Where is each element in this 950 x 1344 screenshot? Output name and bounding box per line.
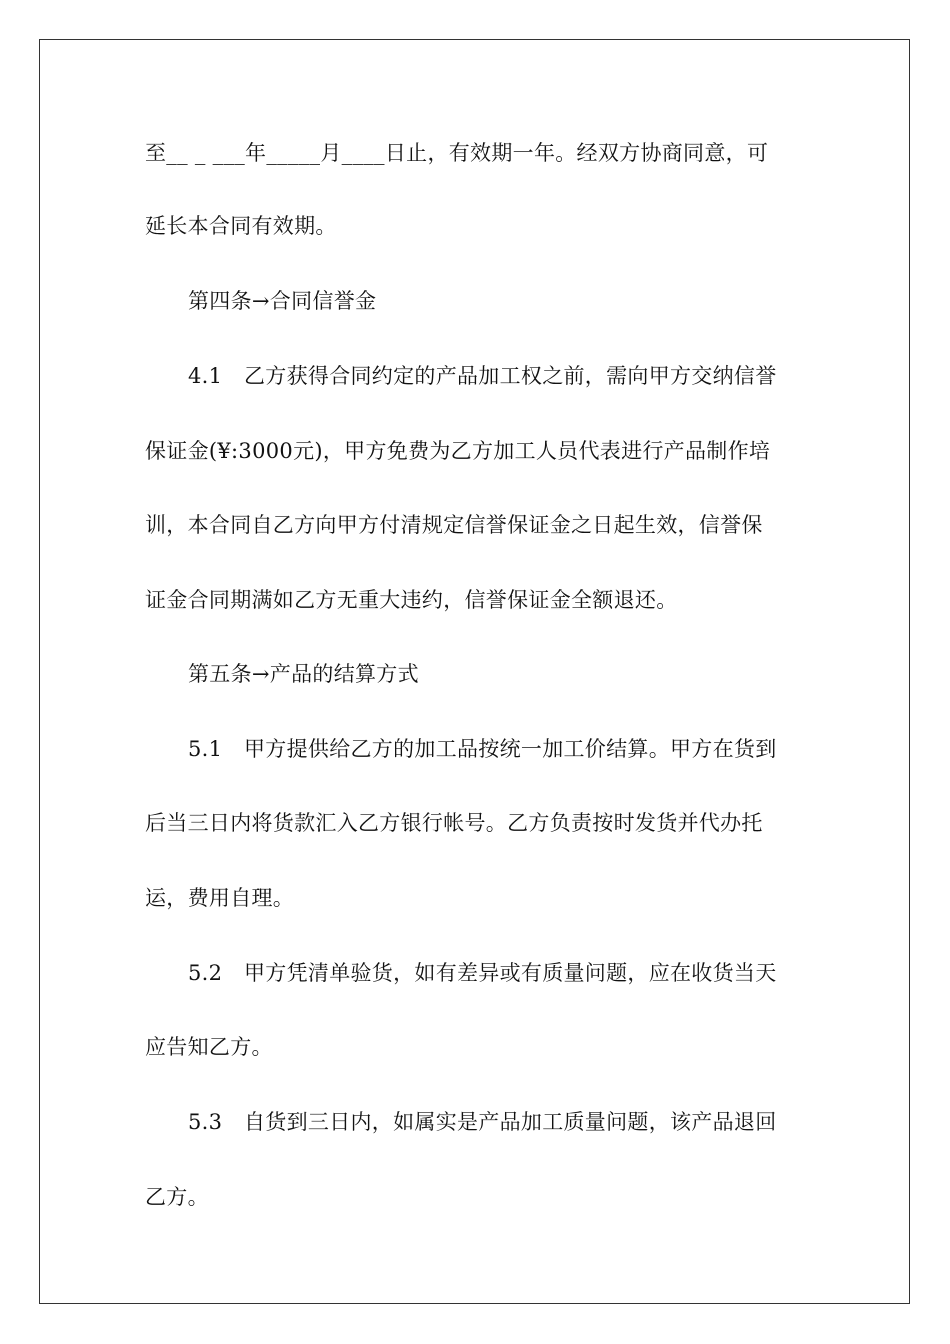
text-line: 证金合同期满如乙方无重大违约，信誉保证金全额退还。	[145, 588, 678, 612]
clause-number: 5.1	[188, 737, 223, 761]
text-line: 乙方获得合同约定的产品加工权之前，需向甲方交纳信誉	[244, 364, 777, 388]
section-heading-4: 第四条→合同信誉金	[188, 289, 377, 313]
text-line: 应告知乙方。	[145, 1035, 273, 1059]
text-line: 甲方提供给乙方的加工品按统一加工价结算。甲方在货到	[244, 737, 777, 761]
text-line: 后当三日内将货款汇入乙方银行帐号。乙方负责按时发货并代办托	[145, 811, 763, 835]
text-line: 训，本合同自乙方向甲方付清规定信誉保证金之日起生效，信誉保	[145, 513, 763, 537]
clause-5-3	[188, 1107, 853, 1137]
text-line: 自货到三日内，如属实是产品加工质量问题，该产品退回	[244, 1110, 777, 1134]
clause-number: 4.1	[188, 364, 223, 388]
clause-4-1	[188, 361, 853, 391]
text-line: 甲方凭清单验货，如有差异或有质量问题，应在收货当天	[244, 961, 777, 985]
clause-5-1	[188, 734, 853, 764]
text-line: 至__ _ ___年_____月____日止，有效期一年。经双方协商同意，可	[145, 141, 769, 165]
clause-number: 5.2	[188, 961, 223, 985]
text-line: 延长本合同有效期。	[145, 214, 337, 238]
section-heading-5: 第五条→产品的结算方式	[188, 662, 419, 686]
clause-5-2	[188, 958, 853, 988]
text-line: 乙方。	[145, 1185, 209, 1209]
text-line: 保证金(¥:3000元)，甲方免费为乙方加工人员代表进行产品制作培	[145, 439, 771, 463]
text-line: 运，费用自理。	[145, 886, 295, 910]
clause-number: 5.3	[188, 1110, 223, 1134]
